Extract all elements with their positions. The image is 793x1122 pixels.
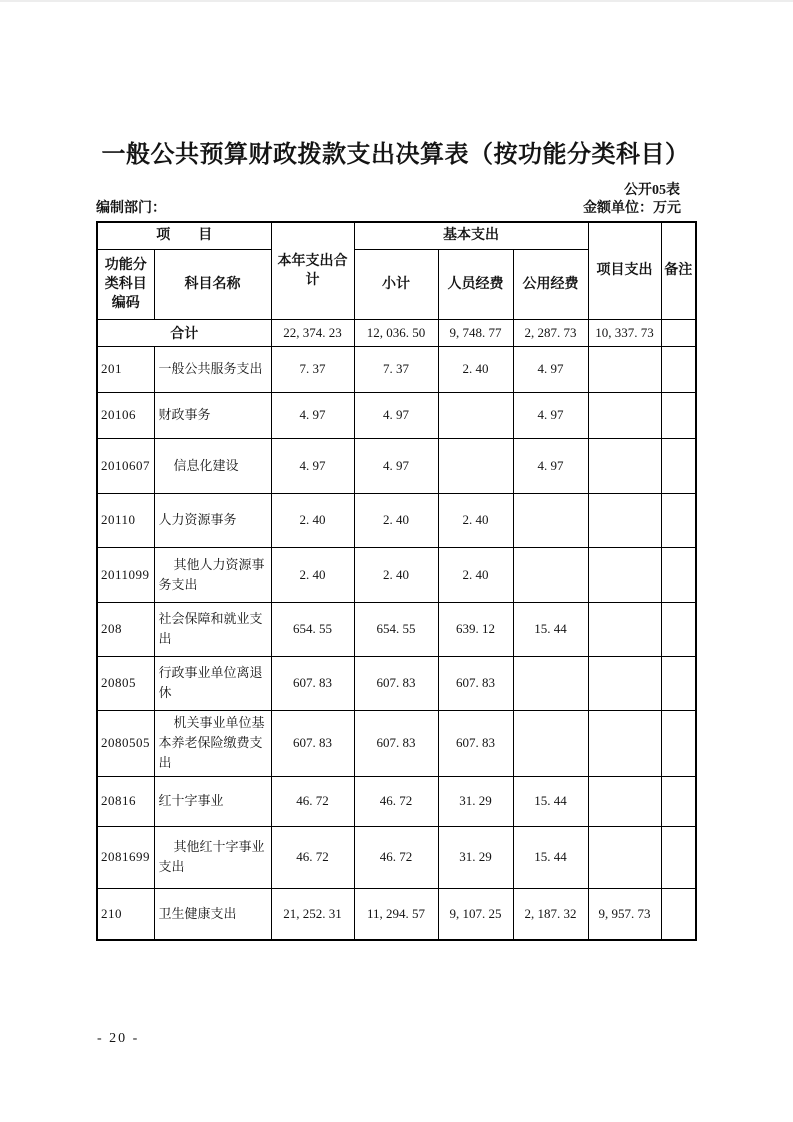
header-personnel-funds: 人员经费 bbox=[438, 249, 513, 319]
public-cell bbox=[513, 493, 588, 547]
total-year-total: 22, 374. 23 bbox=[271, 319, 354, 346]
project-cell bbox=[588, 346, 661, 392]
total-personnel: 9, 748. 77 bbox=[438, 319, 513, 346]
document-page bbox=[96, 140, 695, 941]
code-cell: 201 bbox=[97, 346, 154, 392]
code-cell: 20110 bbox=[97, 493, 154, 547]
table-row bbox=[97, 656, 696, 710]
total-public: 2, 287. 73 bbox=[513, 319, 588, 346]
subject-name-cell: 人力资源事务 bbox=[154, 493, 271, 547]
table-row bbox=[97, 346, 696, 392]
subtotal-cell: 11, 294. 57 bbox=[354, 888, 438, 940]
personnel-cell: 2. 40 bbox=[438, 547, 513, 602]
public-cell: 2, 187. 32 bbox=[513, 888, 588, 940]
subject-name-cell: 一般公共服务支出 bbox=[154, 346, 271, 392]
table-row bbox=[97, 776, 696, 826]
project-cell bbox=[588, 826, 661, 888]
subtotal-cell: 4. 97 bbox=[354, 438, 438, 493]
project-cell bbox=[588, 392, 661, 438]
amount-unit-label: 金额单位：万元 bbox=[583, 201, 681, 216]
year-total-cell: 7. 37 bbox=[271, 346, 354, 392]
code-cell: 2081699 bbox=[97, 826, 154, 888]
total-project: 10, 337. 73 bbox=[588, 319, 661, 346]
meta-row bbox=[96, 200, 695, 217]
project-cell bbox=[588, 602, 661, 656]
remark-cell bbox=[661, 602, 696, 656]
remark-cell bbox=[661, 656, 696, 710]
personnel-cell: 31. 29 bbox=[438, 776, 513, 826]
header-project-expenditure: 项目支出 bbox=[588, 222, 661, 319]
year-total-cell: 654. 55 bbox=[271, 602, 354, 656]
header-basic-expenditure: 基本支出 bbox=[354, 222, 588, 249]
header-subject-name: 科目名称 bbox=[154, 249, 271, 319]
header-function-code: 功能分类科目编码 bbox=[97, 249, 154, 319]
code-cell: 20816 bbox=[97, 776, 154, 826]
personnel-cell: 2. 40 bbox=[438, 493, 513, 547]
public-cell: 15. 44 bbox=[513, 602, 588, 656]
table-row bbox=[97, 493, 696, 547]
table-row bbox=[97, 710, 696, 776]
code-cell: 210 bbox=[97, 888, 154, 940]
subtotal-cell: 607. 83 bbox=[354, 656, 438, 710]
budget-table bbox=[96, 221, 697, 941]
remark-cell bbox=[661, 438, 696, 493]
total-label: 合计 bbox=[97, 319, 271, 346]
year-total-cell: 2. 40 bbox=[271, 547, 354, 602]
personnel-cell: 9, 107. 25 bbox=[438, 888, 513, 940]
year-total-cell: 21, 252. 31 bbox=[271, 888, 354, 940]
public-table-number-label: 公开05表 bbox=[624, 183, 680, 198]
year-total-cell: 2. 40 bbox=[271, 493, 354, 547]
year-total-cell: 46. 72 bbox=[271, 826, 354, 888]
header-year-total: 本年支出合计 bbox=[271, 222, 354, 319]
code-cell: 2011099 bbox=[97, 547, 154, 602]
subject-name-cell: 红十字事业 bbox=[154, 776, 271, 826]
subject-name-cell: 卫生健康支出 bbox=[154, 888, 271, 940]
project-cell bbox=[588, 656, 661, 710]
subject-name-cell: 其他人力资源事务支出 bbox=[154, 547, 271, 602]
subtotal-cell: 4. 97 bbox=[354, 392, 438, 438]
subtotal-cell: 2. 40 bbox=[354, 547, 438, 602]
table-row bbox=[97, 888, 696, 940]
remark-cell bbox=[661, 547, 696, 602]
table-row bbox=[97, 826, 696, 888]
public-cell: 4. 97 bbox=[513, 346, 588, 392]
page-title: 一般公共预算财政拨款支出决算表（按功能分类科目） bbox=[101, 142, 690, 168]
public-cell: 4. 97 bbox=[513, 438, 588, 493]
total-row bbox=[97, 319, 696, 346]
table-row bbox=[97, 392, 696, 438]
remark-cell bbox=[661, 710, 696, 776]
project-cell bbox=[588, 493, 661, 547]
public-cell: 15. 44 bbox=[513, 776, 588, 826]
personnel-cell bbox=[438, 392, 513, 438]
personnel-cell bbox=[438, 438, 513, 493]
subtotal-cell: 46. 72 bbox=[354, 776, 438, 826]
total-subtotal: 12, 036. 50 bbox=[354, 319, 438, 346]
remark-cell bbox=[661, 346, 696, 392]
project-cell bbox=[588, 547, 661, 602]
personnel-cell: 639. 12 bbox=[438, 602, 513, 656]
year-total-cell: 4. 97 bbox=[271, 392, 354, 438]
subtotal-cell: 2. 40 bbox=[354, 493, 438, 547]
subject-name-cell: 财政事务 bbox=[154, 392, 271, 438]
total-remark bbox=[661, 319, 696, 346]
subject-name-cell: 行政事业单位离退休 bbox=[154, 656, 271, 710]
personnel-cell: 2. 40 bbox=[438, 346, 513, 392]
subject-name-cell: 信息化建设 bbox=[154, 438, 271, 493]
year-total-cell: 4. 97 bbox=[271, 438, 354, 493]
public-cell bbox=[513, 656, 588, 710]
public-cell: 15. 44 bbox=[513, 826, 588, 888]
year-total-cell: 46. 72 bbox=[271, 776, 354, 826]
subtotal-cell: 46. 72 bbox=[354, 826, 438, 888]
code-cell: 2080505 bbox=[97, 710, 154, 776]
remark-cell bbox=[661, 392, 696, 438]
remark-cell bbox=[661, 776, 696, 826]
code-cell: 20106 bbox=[97, 392, 154, 438]
page-number: - 20 - bbox=[97, 1031, 140, 1046]
subtotal-cell: 7. 37 bbox=[354, 346, 438, 392]
year-total-cell: 607. 83 bbox=[271, 710, 354, 776]
table-row bbox=[97, 547, 696, 602]
page-top-edge bbox=[0, 0, 793, 2]
remark-cell bbox=[661, 493, 696, 547]
remark-cell bbox=[661, 826, 696, 888]
personnel-cell: 31. 29 bbox=[438, 826, 513, 888]
table-row bbox=[97, 602, 696, 656]
subtotal-cell: 607. 83 bbox=[354, 710, 438, 776]
header-item: 项 目 bbox=[97, 222, 271, 249]
personnel-cell: 607. 83 bbox=[438, 656, 513, 710]
public-cell: 4. 97 bbox=[513, 392, 588, 438]
public-cell bbox=[513, 547, 588, 602]
project-cell bbox=[588, 776, 661, 826]
project-cell bbox=[588, 438, 661, 493]
code-cell: 208 bbox=[97, 602, 154, 656]
remark-cell bbox=[661, 888, 696, 940]
personnel-cell: 607. 83 bbox=[438, 710, 513, 776]
project-cell: 9, 957. 73 bbox=[588, 888, 661, 940]
code-cell: 20805 bbox=[97, 656, 154, 710]
subject-name-cell: 其他红十字事业支出 bbox=[154, 826, 271, 888]
subtotal-cell: 654. 55 bbox=[354, 602, 438, 656]
subject-name-cell: 社会保障和就业支出 bbox=[154, 602, 271, 656]
header-public-funds: 公用经费 bbox=[513, 249, 588, 319]
public-cell bbox=[513, 710, 588, 776]
code-cell: 2010607 bbox=[97, 438, 154, 493]
header-remark: 备注 bbox=[661, 222, 696, 319]
subject-name-cell: 机关事业单位基本养老保险缴费支出 bbox=[154, 710, 271, 776]
prepared-by-label: 编制部门： bbox=[96, 201, 166, 216]
table-header-row-1 bbox=[97, 222, 696, 249]
project-cell bbox=[588, 710, 661, 776]
year-total-cell: 607. 83 bbox=[271, 656, 354, 710]
table-row bbox=[97, 438, 696, 493]
header-subtotal: 小计 bbox=[354, 249, 438, 319]
